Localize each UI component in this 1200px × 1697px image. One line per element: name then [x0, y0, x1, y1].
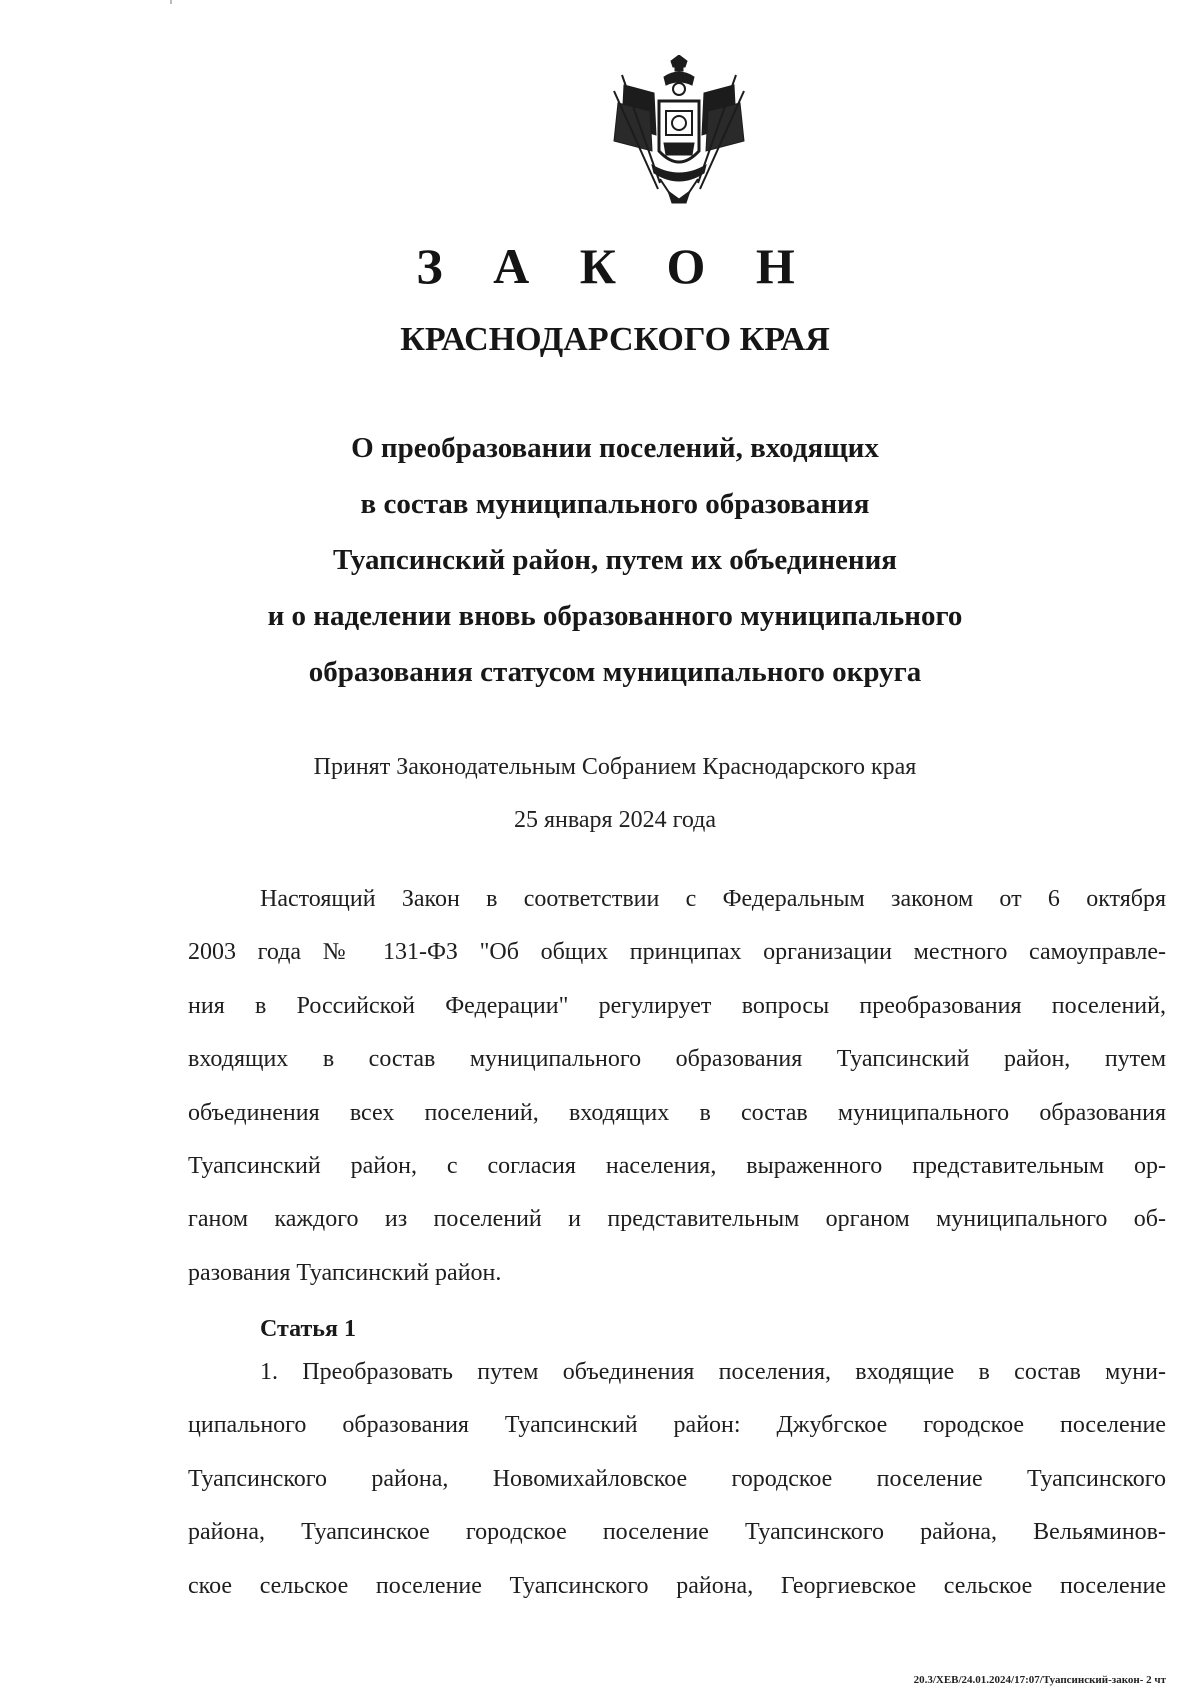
paragraph-line: разования Туапсинский район.: [188, 1259, 502, 1286]
scan-mark: [170, 0, 172, 4]
paragraph-line: Туапсинского района, Новомихайловское городское поселение Туапсинского: [188, 1465, 1166, 1492]
paragraph-line: ния в Российской Федерации" регулирует вопросы преобразования поселений,: [188, 992, 1166, 1019]
adoption-note: [0, 741, 1200, 847]
paragraph-line: района, Туапсинское городское поселение Туапсинского района, Вельяминов-: [188, 1519, 1166, 1546]
law-title-line: в состав муниципального образования: [360, 488, 870, 520]
article-paragraph: [188, 1346, 1166, 1613]
paragraph-line: Настоящий Закон в соответствии с Федеральным законом от 6 октября: [260, 886, 1166, 912]
article-heading: Статья 1: [260, 1316, 356, 1342]
paragraph-line: ципального образования Туапсинский район: Джубгское городское поселение: [188, 1412, 1166, 1439]
paragraph-line: Туапсинский район, с согласия населения, выраженного представительным ор-: [188, 1153, 1166, 1180]
adoption-date: 25 января 2024 года: [513, 807, 716, 833]
paragraph-line: ское сельское поселение Туапсинского района, Георгиевское сельское поселение: [188, 1572, 1166, 1599]
adoption-body: Принят Законодательным Собранием Краснодарского края: [313, 754, 917, 780]
paragraph-line: объединения всех поселений, входящих в состав муниципального образования: [188, 1099, 1166, 1126]
document-region: КРАСНОДАРСКОГО КРАЯ: [400, 321, 830, 358]
law-title-line: и о наделении вновь образованного муниципального: [267, 600, 963, 632]
document-footer-code: 20.3/ХЕВ/24.01.2024/17:07/Туапсинский-закон- 2 чт: [913, 1674, 1166, 1686]
intro-paragraph: [188, 873, 1166, 1300]
law-title-line: Туапсинский район, путем их объединения: [333, 544, 897, 576]
krasnodar-krai-coat-of-arms-icon: [604, 55, 754, 205]
paragraph-line: 1. Преобразовать путем объединения поселения, входящие в состав муни-: [260, 1359, 1166, 1385]
document-title: З А К О Н: [416, 238, 814, 294]
paragraph-line: ганом каждого из поселений и представительным органом муниципального об-: [188, 1206, 1166, 1233]
paragraph-line: входящих в состав муниципального образования Туапсинский район, путем: [188, 1046, 1166, 1073]
paragraph-line: 2003 года № 131-ФЗ "Об общих принципах организации местного самоуправле-: [188, 939, 1166, 966]
law-title-line: О преобразовании поселений, входящих: [351, 432, 879, 464]
law-title: [0, 420, 1200, 700]
law-title-line: образования статусом муниципального округа: [308, 656, 922, 688]
